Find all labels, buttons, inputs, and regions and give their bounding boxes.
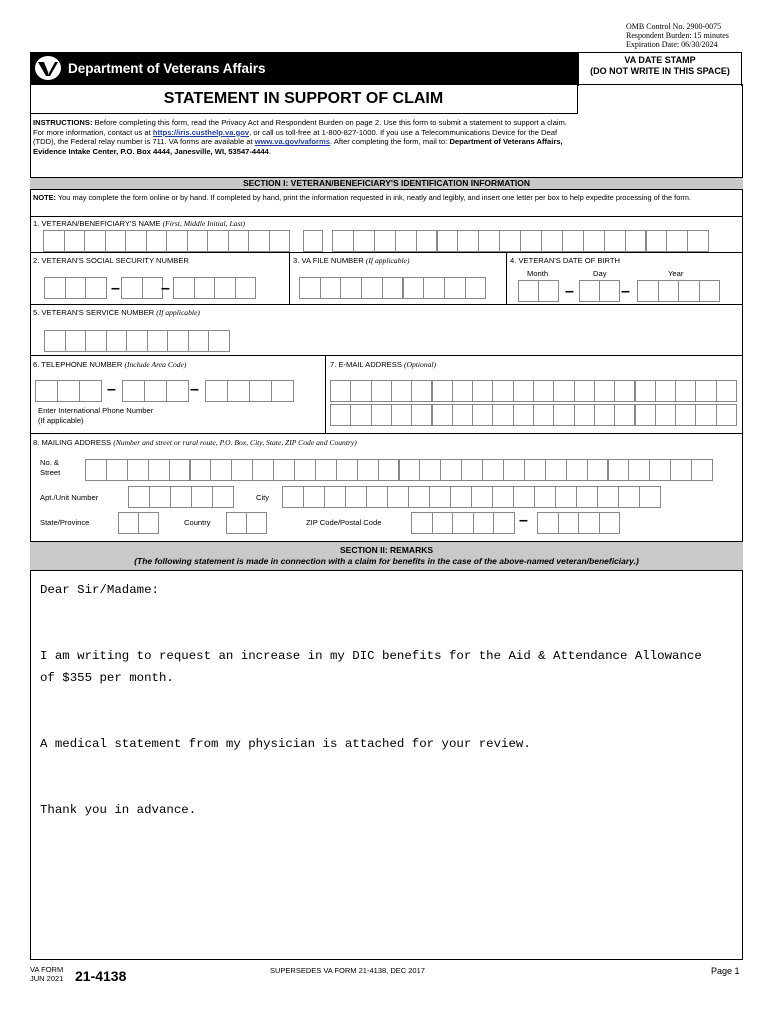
email-box[interactable] [411,380,432,402]
street-box[interactable] [336,459,358,481]
email-box[interactable] [492,380,513,402]
email-box[interactable] [533,404,554,426]
last-name-box[interactable] [353,230,375,252]
va-file-box[interactable] [340,277,362,299]
street-box[interactable] [231,459,253,481]
ssn-box[interactable] [44,277,66,299]
email-box[interactable] [472,380,493,402]
service-number-box[interactable] [126,330,148,352]
dob-year-box[interactable] [637,280,659,302]
vaforms-link[interactable]: www.va.gov/vaforms [254,137,330,147]
email-box[interactable] [594,404,615,426]
zip-ext-box[interactable] [558,512,580,534]
email-box[interactable] [330,404,351,426]
va-file-box[interactable] [382,277,404,299]
va-file-box[interactable] [465,277,487,299]
street-box[interactable] [419,459,441,481]
city-box[interactable] [618,486,640,508]
service-number-box[interactable] [85,330,107,352]
dob-year-box[interactable] [678,280,700,302]
first-name-box[interactable] [64,230,86,252]
email-box[interactable] [391,380,412,402]
email-box[interactable] [513,380,534,402]
street-box[interactable] [148,459,170,481]
last-name-box[interactable] [520,230,542,252]
country-box[interactable] [246,512,267,534]
phone-box[interactable] [166,380,189,402]
field3-label: 3. VA FILE NUMBER (If applicable) [293,256,410,265]
phone-box[interactable] [271,380,294,402]
last-name-box[interactable] [625,230,647,252]
mailing-address: Department of Veterans Affairs, Evidence Intake Center, P.O. Box 4444, Janesville, WI, 53547-4444 [33,137,563,156]
street-box[interactable] [210,459,232,481]
dob-month-label: Month [527,269,549,278]
street-box[interactable] [691,459,713,481]
first-name-box[interactable] [187,230,209,252]
field4-label: 4. VETERAN'S DATE OF BIRTH [510,256,621,265]
zip-label: ZIP Code/Postal Code [306,518,382,527]
street-box[interactable] [482,459,504,481]
apt-unit-box[interactable] [170,486,192,508]
stamp-line1: VA DATE STAMP [624,55,696,65]
street-box[interactable] [587,459,609,481]
zip-box[interactable] [411,512,433,534]
section2-title: SECTION II: REMARKS [339,545,434,555]
city-box[interactable] [345,486,367,508]
field1-label: 1. VETERAN/BENEFICIARY'S NAME (First, Middle Initial, Last) [33,219,246,228]
iris-link[interactable]: https://iris.custhelp.va.gov [152,127,250,137]
street-box[interactable] [106,459,128,481]
phone-box[interactable] [249,380,272,402]
street-box[interactable] [503,459,525,481]
email-box[interactable] [391,404,412,426]
zip-box[interactable] [452,512,474,534]
street-box[interactable] [608,459,630,481]
email-box[interactable] [472,404,493,426]
apt-unit-box[interactable] [212,486,234,508]
email-box[interactable] [350,404,371,426]
last-name-box[interactable] [604,230,626,252]
dob-month-box[interactable] [518,280,539,302]
ssn-box[interactable] [121,277,143,299]
zip-ext-box[interactable] [537,512,559,534]
field6-label: 6. TELEPHONE NUMBER (Include Area Code) [33,360,187,369]
street-label: No. & Street [40,458,61,477]
service-number-box[interactable] [65,330,87,352]
email-box[interactable] [452,404,473,426]
ssn-box[interactable] [65,277,87,299]
remarks-text[interactable]: Dear Sir/Madame: I am writing to request an increase in my DIC benefits for the Aid & Attendance Allowance of $355 per month. A medical statement from my physician is attached for your review. Thank you in advance. [40,583,702,817]
phone-box[interactable] [35,380,58,402]
street-box[interactable] [440,459,462,481]
city-box[interactable] [534,486,556,508]
date-stamp-area [578,52,742,86]
email-box[interactable] [594,380,615,402]
section2-subtitle: (The following statement is made in connection with a claim for benefits in the case of the above-named veteran/beneficiary.) [134,556,639,566]
va-file-box[interactable] [403,277,425,299]
street-box[interactable] [461,459,483,481]
last-name-box[interactable] [541,230,563,252]
street-box[interactable] [545,459,567,481]
note-label: NOTE: [33,193,56,202]
email-box[interactable] [655,380,676,402]
phone-dash-1: – [107,381,116,398]
email-box[interactable] [695,404,716,426]
agency-header [30,52,578,84]
apt-unit-box[interactable] [191,486,213,508]
email-box[interactable] [614,404,635,426]
dob-dash-1: – [565,283,574,300]
phone-box[interactable] [205,380,228,402]
first-name-box[interactable] [146,230,168,252]
phone-box[interactable] [122,380,145,402]
street-box[interactable] [399,459,421,481]
dob-day-box[interactable] [599,280,620,302]
email-box[interactable] [432,380,453,402]
country-label: Country [184,518,211,527]
email-box[interactable] [452,380,473,402]
phone-box[interactable] [144,380,167,402]
last-name-box[interactable] [646,230,668,252]
field7-label: 7. E-MAIL ADDRESS (Optional) [330,360,437,369]
zip-box[interactable] [473,512,495,534]
service-number-box[interactable] [44,330,66,352]
first-name-box[interactable] [228,230,250,252]
footer-form-label: VA FORM JUN 2021 [30,965,64,983]
zip-ext-box[interactable] [599,512,621,534]
city-box[interactable] [429,486,451,508]
instructions-text3: . After completing the form, mail to: [329,137,450,147]
city-label: City [256,493,270,502]
country-box[interactable] [226,512,247,534]
apt-label: Apt./Unit Number [40,493,99,502]
first-name-box[interactable] [105,230,127,252]
street-box[interactable] [127,459,149,481]
email-box[interactable] [513,404,534,426]
omb-burden: Respondent Burden: 15 minutes [626,31,729,40]
street-box[interactable] [566,459,588,481]
city-box[interactable] [366,486,388,508]
email-box[interactable] [716,380,737,402]
street-box[interactable] [524,459,546,481]
zip-box[interactable] [432,512,454,534]
email-box[interactable] [553,404,574,426]
first-name-box[interactable] [248,230,270,252]
ssn-dash-2: – [161,280,170,297]
city-box[interactable] [282,486,304,508]
first-name-box[interactable] [166,230,188,252]
zip-box[interactable] [493,512,515,534]
dob-day-box[interactable] [579,280,600,302]
ssn-box[interactable] [214,277,236,299]
street-box[interactable] [190,459,212,481]
street-box[interactable] [85,459,107,481]
city-box[interactable] [513,486,535,508]
last-name-box[interactable] [562,230,584,252]
city-box[interactable] [576,486,598,508]
email-box[interactable] [574,404,595,426]
last-name-box[interactable] [416,230,438,252]
section2-header [30,541,743,571]
agency-name: Department of Veterans Affairs [68,61,266,76]
dob-year-box[interactable] [699,280,721,302]
apt-unit-box[interactable] [149,486,171,508]
service-number-box[interactable] [208,330,230,352]
last-name-box[interactable] [457,230,479,252]
city-box[interactable] [408,486,430,508]
email-box[interactable] [716,404,737,426]
section1-header: SECTION I: VETERAN/BENEFICIARY'S IDENTIFICATION INFORMATION [30,177,743,190]
omb-expiration: Expiration Date: 06/30/2024 [626,40,718,49]
email-box[interactable] [553,380,574,402]
note [33,193,741,203]
last-name-box[interactable] [437,230,459,252]
service-number-box[interactable] [188,330,210,352]
first-name-box[interactable] [125,230,147,252]
footer-form-number: 21-4138 [75,968,127,984]
first-name-box[interactable] [269,230,291,252]
va-file-box[interactable] [361,277,383,299]
instructions-label: INSTRUCTIONS: [33,118,93,127]
city-box[interactable] [303,486,325,508]
last-name-box[interactable] [332,230,354,252]
first-name-box[interactable] [207,230,229,252]
street-box[interactable] [252,459,274,481]
va-file-box[interactable] [320,277,342,299]
email-box[interactable] [533,380,554,402]
email-box[interactable] [492,404,513,426]
service-number-box[interactable] [167,330,189,352]
city-box[interactable] [597,486,619,508]
city-box[interactable] [555,486,577,508]
last-name-box[interactable] [374,230,396,252]
note-text: You may complete the form online or by hand. If completed by hand, print the information requested in ink, neatly and legibly, and insert one letter per box to help expedite processing of the form. [56,193,692,202]
form-title: STATEMENT IN SUPPORT OF CLAIM [30,84,578,114]
zip-dash: – [519,512,528,529]
service-number-box[interactable] [106,330,128,352]
last-name-box[interactable] [687,230,709,252]
city-box[interactable] [471,486,493,508]
last-name-box[interactable] [478,230,500,252]
va-file-box[interactable] [423,277,445,299]
ssn-box[interactable] [142,277,164,299]
apt-unit-box[interactable] [128,486,150,508]
street-box[interactable] [670,459,692,481]
last-name-box[interactable] [395,230,417,252]
phone-box[interactable] [227,380,250,402]
omb-info [626,22,729,49]
field2-label: 2. VETERAN'S SOCIAL SECURITY NUMBER [33,256,189,265]
email-box[interactable] [675,380,696,402]
email-box[interactable] [635,404,656,426]
field8-label: 8. MAILING ADDRESS (Number and street or rural route, P.O. Box, City, State, ZIP Code and Country) [33,438,357,447]
email-box[interactable] [574,380,595,402]
dob-dash-2: – [621,283,630,300]
footer-supersedes: SUPERSEDES VA FORM 21-4138, DEC 2017 [270,966,425,975]
street-box[interactable] [378,459,400,481]
ssn-dash-1: – [111,280,120,297]
last-name-box[interactable] [499,230,521,252]
stamp-line2: (DO NOT WRITE IN THIS SPACE) [590,66,730,76]
field5-label: 5. VETERAN'S SERVICE NUMBER (If applicable) [33,308,200,317]
ssn-box[interactable] [194,277,216,299]
email-box[interactable] [432,404,453,426]
city-box[interactable] [639,486,661,508]
street-box[interactable] [273,459,295,481]
dob-year-label: Year [668,269,684,278]
middle-initial-box[interactable] [303,230,323,252]
city-box[interactable] [492,486,514,508]
zip-ext-box[interactable] [578,512,600,534]
street-box[interactable] [315,459,337,481]
state-label: State/Province [40,518,90,527]
dob-month-box[interactable] [538,280,559,302]
city-box[interactable] [387,486,409,508]
phone-dash-2: – [190,381,199,398]
phone-box[interactable] [79,380,102,402]
email-box[interactable] [371,404,392,426]
va-seal-icon [34,55,62,81]
intl-phone-label: Enter International Phone Number (If applicable) [38,406,154,425]
dob-day-label: Day [593,269,607,278]
email-box[interactable] [330,380,351,402]
state-box[interactable] [138,512,159,534]
phone-box[interactable] [57,380,80,402]
email-box[interactable] [371,380,392,402]
email-box[interactable] [411,404,432,426]
ssn-box[interactable] [173,277,195,299]
email-box[interactable] [695,380,716,402]
instructions-text1: Before completing this form, read the Privacy Act and Respondent Burden on page 2. Use this form to submit a statement to support a claim. For more information, contact us at [33,118,567,137]
email-box[interactable] [614,380,635,402]
email-box[interactable] [655,404,676,426]
instructions-text2: , or call us toll-free at 1-800-827-1000. If you use a Telecommunications Device for the Deaf (TDD), the Federal relay number is 711. VA forms are available at [33,127,558,147]
instructions [33,118,573,156]
email-box[interactable] [350,380,371,402]
last-name-box[interactable] [583,230,605,252]
city-box[interactable] [450,486,472,508]
va-file-box[interactable] [444,277,466,299]
last-name-box[interactable] [666,230,688,252]
street-box[interactable] [649,459,671,481]
footer-page: Page 1 [711,966,740,976]
first-name-box[interactable] [43,230,65,252]
state-box[interactable] [118,512,139,534]
dob-year-box[interactable] [658,280,680,302]
email-box[interactable] [635,380,656,402]
email-box[interactable] [675,404,696,426]
va-file-box[interactable] [299,277,321,299]
service-number-box[interactable] [147,330,169,352]
street-box[interactable] [357,459,379,481]
ssn-box[interactable] [85,277,107,299]
street-box[interactable] [628,459,650,481]
city-box[interactable] [324,486,346,508]
street-box[interactable] [294,459,316,481]
ssn-box[interactable] [235,277,257,299]
instructions-end: . [268,146,271,156]
street-box[interactable] [169,459,191,481]
omb-control: OMB Control No. 2900-0075 [626,22,722,31]
first-name-box[interactable] [84,230,106,252]
